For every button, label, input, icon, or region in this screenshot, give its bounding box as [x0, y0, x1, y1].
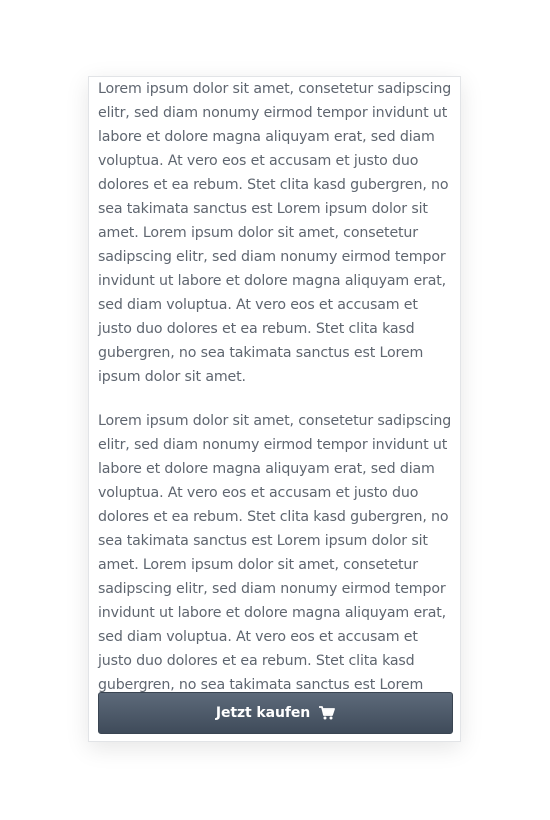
description-paragraph: Lorem ipsum dolor sit amet, consetetur sadipscing elitr, sed diam nonumy eirmod tempor invidunt ut labore et dolore magna aliquyam erat, sed diam voluptua. At vero eos et accusam et justo duo dolores et ea rebum. Stet clita kasd gubergren, no sea takimata sanctus est Lorem ipsum dolor sit amet. Lorem ipsum dolor sit amet, consetetur sadipscing elitr, sed diam nonumy eirmod tempor invidunt ut labore et dolore magna aliquyam erat, sed diam voluptua. At vero eos et accusam et justo duo dolores et ea rebum. Stet clita kasd gubergren, no sea takimata sanctus est Lorem [98, 412, 452, 693]
description-paragraph: Lorem ipsum dolor sit amet, consetetur sadipscing elitr, sed diam nonumy eirmod tempor invidunt ut labore et dolore magna aliquyam erat, sed diam voluptua. At vero eos et accusam et justo duo dolores et ea rebum. Stet clita kasd gubergren, no sea takimata sanctus est Lorem ipsum dolor sit amet. Lorem ipsum dolor sit amet, consetetur sadipscing elitr, sed diam nonumy eirmod tempor invidunt ut labore et dolore magna aliquyam erat, sed diam voluptua. At vero eos et accusam et justo duo dolores et ea rebum. Stet clita kasd gubergren, no sea takimata sanctus est Lorem ipsum dolor sit amet. [98, 80, 452, 385]
product-description [98, 77, 453, 721]
product-card [88, 76, 461, 742]
buy-now-label: Jetzt kaufen [215, 705, 311, 721]
shopping-cart-icon [319, 706, 335, 720]
buy-now-button[interactable] [98, 692, 453, 734]
